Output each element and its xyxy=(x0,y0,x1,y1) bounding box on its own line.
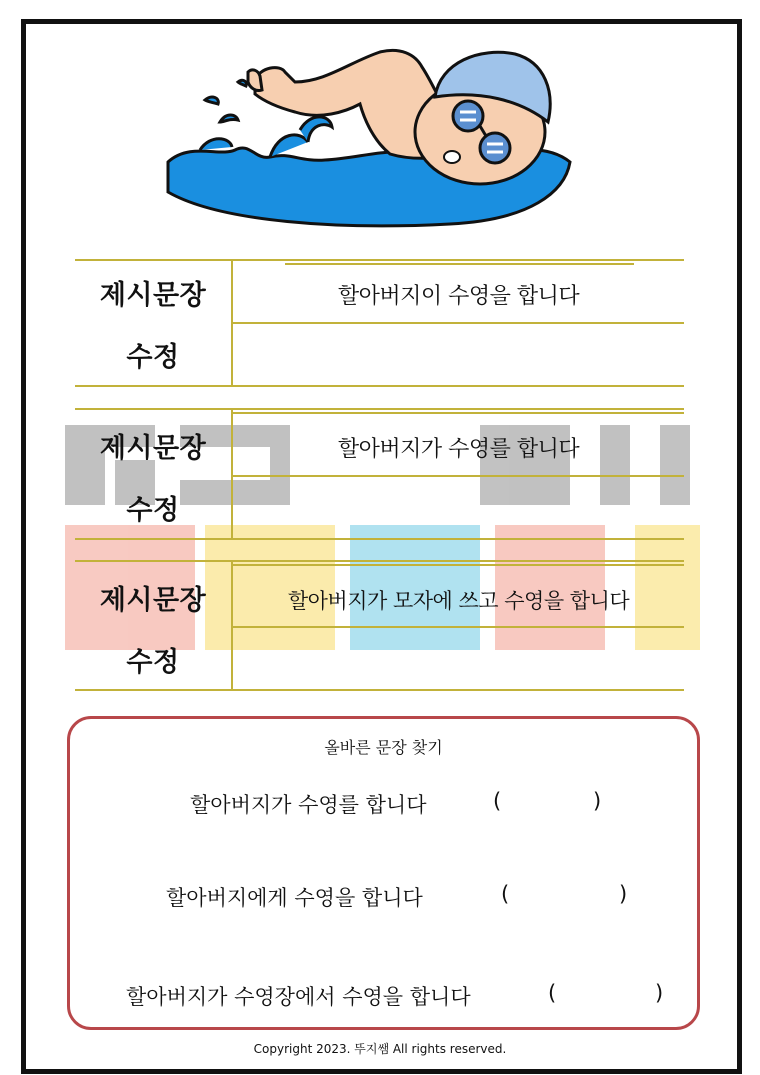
choice-open-paren: ( xyxy=(548,981,557,1005)
row-bottom-line xyxy=(75,689,684,691)
fix-answer-area[interactable] xyxy=(233,477,684,537)
fix-label: 수정 xyxy=(126,495,180,526)
choice-open-paren: ( xyxy=(501,882,510,906)
choice-text: 할아버지에게 수영을 합니다 xyxy=(166,886,423,910)
row-bottom-line xyxy=(75,385,684,387)
choice-close-paren: ) xyxy=(619,882,628,906)
sentence-row-1 xyxy=(75,259,684,387)
choice-close-paren: ) xyxy=(593,789,602,813)
fix-answer-area[interactable] xyxy=(233,628,684,688)
sentence-row-2 xyxy=(75,408,684,540)
given-label: 제시문장 xyxy=(99,585,207,616)
swimmer-illustration xyxy=(160,42,590,232)
copyright-notice: Copyright 2023. 뚜지쌤 All rights reserved. xyxy=(253,1042,507,1056)
fix-answer-area[interactable] xyxy=(233,324,684,384)
choice-close-paren: ) xyxy=(655,981,664,1005)
fix-label: 수정 xyxy=(126,342,180,373)
given-sentence: 할아버지가 모자에 쓰고 수영을 합니다 xyxy=(287,589,630,613)
row-inner-line xyxy=(233,564,684,566)
choice-answer-slot[interactable] xyxy=(510,789,590,815)
row-bottom-line xyxy=(75,538,684,540)
choice-text: 할아버지가 수영를 합니다 xyxy=(190,793,427,817)
row-top-line xyxy=(75,560,684,562)
sentence-row-3 xyxy=(75,560,684,692)
answer-box-title: 올바른 문장 찾기 xyxy=(324,738,443,757)
row-top-line xyxy=(75,408,684,410)
choice-answer-slot[interactable] xyxy=(518,882,598,908)
choice-answer-slot[interactable] xyxy=(565,981,645,1007)
row-inner-line xyxy=(285,263,634,265)
given-label: 제시문장 xyxy=(99,433,207,464)
given-label: 제시문장 xyxy=(99,280,207,311)
choice-open-paren: ( xyxy=(493,789,502,813)
row-top-line xyxy=(75,259,684,261)
correct-sentence-box xyxy=(67,716,700,1030)
fix-label: 수정 xyxy=(126,647,180,678)
choice-text: 할아버지가 수영장에서 수영을 합니다 xyxy=(126,985,471,1009)
given-sentence: 할아버지가 수영를 합니다 xyxy=(337,437,580,462)
given-sentence: 할아버지이 수영을 합니다 xyxy=(337,284,580,309)
row-inner-line xyxy=(233,412,684,414)
